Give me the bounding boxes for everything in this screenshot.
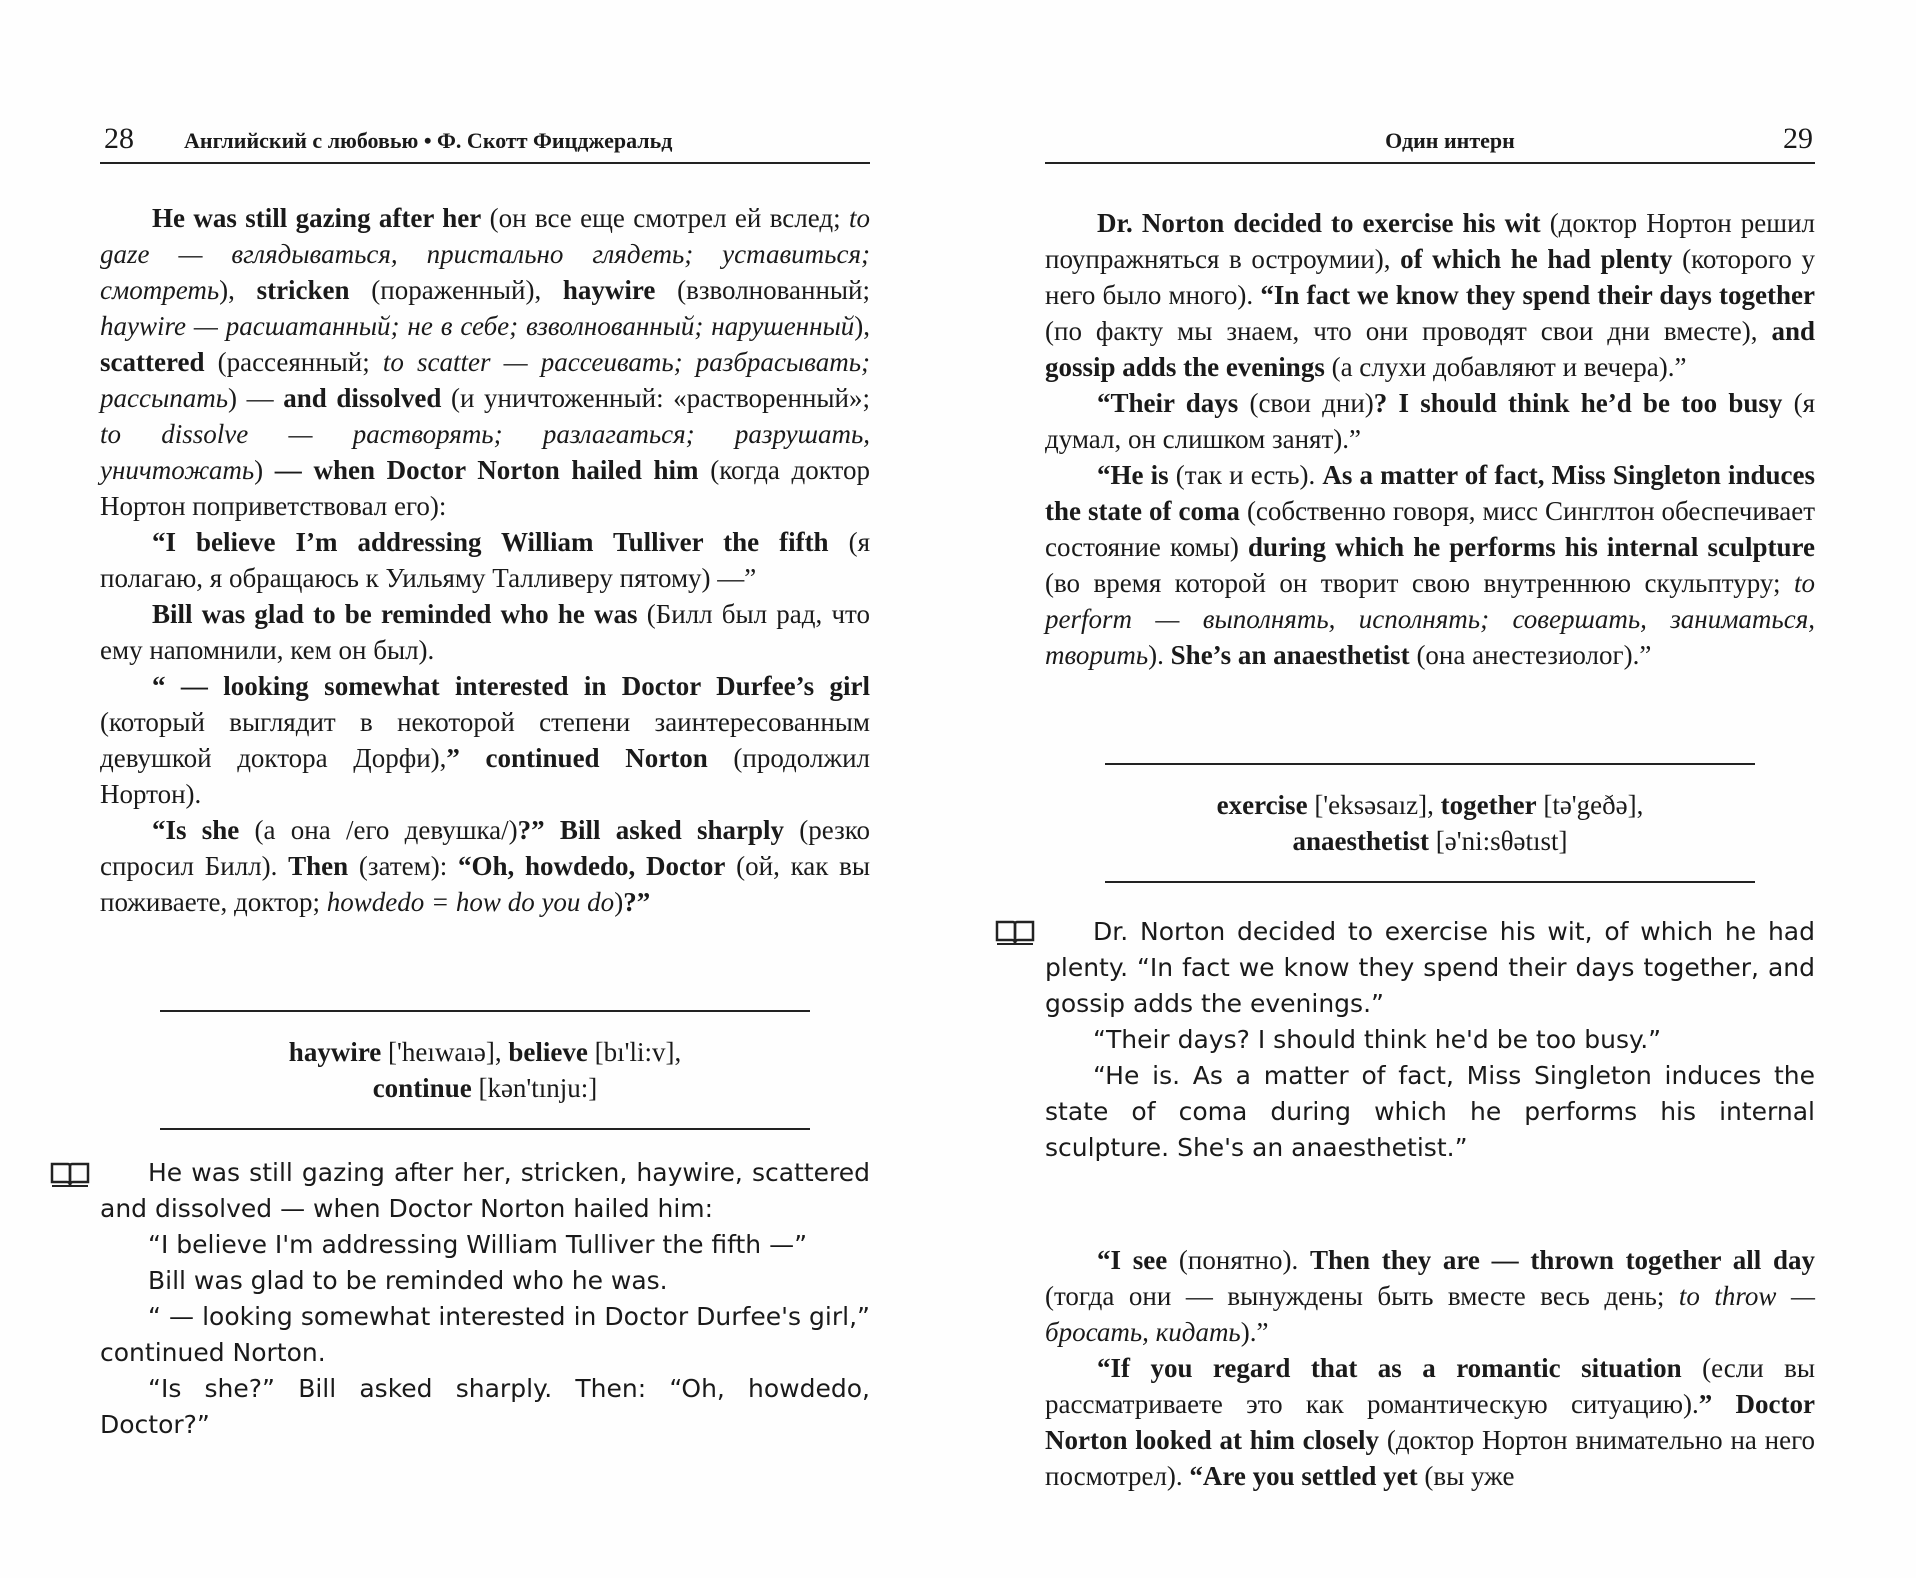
original-paragraph: “I believe I'm addressing William Tulliver the fifth —”: [148, 1230, 808, 1259]
original-paragraph: “ — looking somewhat interested in Doctor Durfee's girl,” continued Norton.: [100, 1302, 870, 1367]
gloss: (пораженный),: [349, 275, 563, 305]
gloss: (продолжил Нортон).: [100, 743, 870, 809]
running-title: Английский с любовью • Ф. Скотт Фицджеральд: [184, 128, 673, 153]
bold-phrase: ?” Bill asked sharply: [517, 815, 785, 845]
gloss: ): [254, 455, 275, 485]
annotated-text: [100, 200, 870, 920]
gloss: (я думал, он слишком занят).”: [1045, 388, 1815, 454]
original-text: [100, 1155, 870, 1443]
bold-phrase: ? I should think he’d be too busy: [1373, 388, 1783, 418]
gloss: (свои дни): [1238, 388, 1374, 418]
pronunciation-line: [1045, 765, 1815, 823]
bold-phrase: “I see: [1097, 1245, 1168, 1275]
open-book-icon: [50, 1160, 90, 1188]
gloss: (во время которой он творит свою внутреннюю скульптуру;: [1045, 568, 1794, 598]
gloss: (взволнованный;: [655, 275, 870, 305]
gloss: (вы уже: [1417, 1461, 1515, 1491]
gloss: (собственно говоря, мисс Синглтон обеспечивает состояние комы): [1045, 496, 1815, 562]
bold-phrase: Then they are — thrown together all day: [1309, 1245, 1815, 1275]
gloss: (доктор Нортон внимательно на него посмотрел).: [1045, 1425, 1815, 1491]
bold-phrase: ” Doctor Norton looked at him closely: [1045, 1389, 1815, 1455]
bold-phrase: “Is she: [152, 815, 240, 845]
gloss: (и уничтоженный: «растворенный»;: [441, 383, 870, 413]
pronunciation-box: [1045, 763, 1815, 883]
paragraph: [100, 200, 870, 524]
annotated-text: [1045, 205, 1815, 673]
gloss: (я полагаю, я обращаюсь к Уильяму Талливеру пятому) —”: [100, 527, 870, 593]
pronunciation-line: [100, 1012, 870, 1070]
gloss: ) —: [228, 383, 284, 413]
pronunciation-line: [1045, 823, 1815, 881]
bold-phrase: of which he had plenty: [1400, 244, 1673, 274]
gloss: (рассеянный;: [204, 347, 383, 377]
page-number: 29: [1783, 122, 1813, 155]
bold-phrase: and gossip adds the evenings: [1045, 316, 1815, 382]
paragraph: [100, 524, 870, 596]
original-paragraph: “Their days? I should think he'd be too busy.”: [1093, 1025, 1662, 1054]
gloss: (затем):: [348, 851, 458, 881]
bold-phrase: and dissolved: [283, 383, 442, 413]
left-page: [100, 0, 870, 1578]
gloss: (если вы рассматриваете это как романтическую ситуацию).: [1045, 1353, 1815, 1419]
italic-gloss: howdedo = how do you do: [326, 887, 615, 917]
gloss: ).: [1148, 640, 1171, 670]
bold-phrase: “Oh, howdedo, Doctor: [457, 851, 726, 881]
right-page-header: [1045, 112, 1815, 164]
paragraph: [1045, 457, 1815, 673]
original-paragraph: He was still gazing after her, stricken, haywire, scattered and dissolved — when Doctor Norton hailed him:: [100, 1158, 870, 1223]
gloss: (резко спросил Билл).: [100, 815, 871, 881]
italic-gloss: to perform — выполнять, исполнять; совершать, заниматься, творить: [1045, 568, 1815, 670]
bold-phrase: stricken: [256, 275, 350, 305]
open-book-icon: [995, 918, 1035, 946]
bold-phrase: He was still gazing after her: [152, 203, 482, 233]
paragraph: [1045, 385, 1815, 457]
gloss: ): [614, 887, 624, 917]
original-paragraph: Bill was glad to be reminded who he was.: [148, 1266, 668, 1295]
pron-word: together: [1440, 790, 1537, 820]
bold-phrase: ?”: [623, 887, 651, 917]
gloss: (он все еще смотрел ей вслед;: [481, 203, 849, 233]
pronunciation-line: [100, 1070, 870, 1128]
gloss: ).”: [1240, 1317, 1269, 1347]
bold-phrase: during which he performs his internal sculpture: [1247, 532, 1815, 562]
gloss: (а она /его девушка/): [239, 815, 518, 845]
italic-gloss: to throw — бросать, кидать: [1045, 1281, 1815, 1347]
gloss: (который выглядит в некоторой степени заинтересованным девушкой доктора Дорфи),: [100, 707, 870, 773]
bold-phrase: “Are you settled yet: [1189, 1461, 1418, 1491]
gloss: (понятно).: [1167, 1245, 1310, 1275]
transcription: ['eksəsaız],: [1307, 790, 1441, 820]
bold-phrase: As a matter of fact, Miss Singleton induces the state of coma: [1045, 460, 1816, 526]
gloss: (так и есть).: [1168, 460, 1323, 490]
transcription: [bı'li:v],: [587, 1037, 682, 1067]
pron-word: continue: [372, 1073, 472, 1103]
divider: [160, 1128, 810, 1130]
paragraph: [1045, 1350, 1815, 1494]
paragraph: [100, 668, 870, 812]
right-page: [1045, 0, 1815, 1578]
paragraph: [1045, 1242, 1815, 1350]
paragraph: [100, 812, 870, 920]
gloss: (ой, как вы поживаете, доктор;: [100, 851, 871, 917]
transcription: [kən'tınju:]: [471, 1073, 598, 1103]
bold-phrase: haywire: [562, 275, 656, 305]
original-paragraph: “He is. As a matter of fact, Miss Singleton induces the state of coma during which he performs his internal sculpture. She's an anaesthetist.”: [1045, 1061, 1815, 1162]
transcription: [ə'ni:sθətıst]: [1428, 826, 1568, 856]
pronunciation-box: [100, 1010, 870, 1130]
transcription: ['heıwaıə],: [381, 1037, 509, 1067]
gloss: (по факту мы знаем, что они проводят свои дни вместе),: [1045, 316, 1772, 346]
gloss: (тогда они — вынуждены быть вместе весь день;: [1045, 1281, 1679, 1311]
italic-gloss: haywire — расшатанный; не в себе; взволнованный; нарушенный: [100, 311, 855, 341]
italic-gloss: to dissolve — растворять; разлагаться; разрушать, уничтожать: [100, 419, 870, 485]
gloss: (когда доктор Нортон поприветствовал его):: [100, 455, 870, 521]
bold-phrase: She’s an anaesthetist: [1170, 640, 1410, 670]
left-page-header: [100, 112, 870, 164]
pron-word: believe: [508, 1037, 588, 1067]
bold-phrase: Dr. Norton decided to exercise his wit: [1097, 208, 1541, 238]
gloss: (Билл был рад, что ему напомнили, кем он был).: [100, 599, 870, 665]
bold-phrase: — when Doctor Norton hailed him: [274, 455, 699, 485]
annotated-text: [1045, 1242, 1815, 1494]
paragraph: [100, 596, 870, 668]
gloss: ),: [219, 275, 257, 305]
paragraph: [1045, 205, 1815, 385]
gloss: (доктор Нортон решил поупражняться в остроумии),: [1045, 208, 1815, 274]
original-text: [1045, 914, 1815, 1166]
gloss: (которого у него было много).: [1045, 244, 1815, 310]
pron-word: exercise: [1216, 790, 1308, 820]
gloss: ),: [854, 311, 870, 341]
page-number: 28: [104, 122, 134, 155]
gloss: (а слухи добавляют и вечера).”: [1324, 352, 1687, 382]
italic-gloss: to gaze — вглядываться, пристально глядеть; уставиться; смотреть: [100, 203, 870, 305]
bold-phrase: Bill was glad to be reminded who he was: [152, 599, 638, 629]
original-paragraph: “Is she?” Bill asked sharply. Then: “Oh, howdedo, Doctor?”: [100, 1374, 870, 1439]
bold-phrase: “Their days: [1097, 388, 1239, 418]
bold-phrase: “If you regard that as a romantic situation: [1097, 1353, 1682, 1383]
bold-phrase: “ — looking somewhat interested in Doctor Durfee’s girl: [152, 671, 870, 701]
italic-gloss: to scatter — рассеивать; разбрасывать; рассыпать: [100, 347, 870, 413]
bold-phrase: scattered: [100, 347, 205, 377]
bold-phrase: Then: [288, 851, 349, 881]
bold-phrase: “He is: [1097, 460, 1169, 490]
pron-word: haywire: [288, 1037, 382, 1067]
bold-phrase: ” continued Norton: [446, 743, 708, 773]
bold-phrase: “I believe I’m addressing William Tulliver the fifth: [152, 527, 829, 557]
divider: [1105, 881, 1755, 883]
original-paragraph: Dr. Norton decided to exercise his wit, of which he had plenty. “In fact we know they spend their days together, and gossip adds the evenings.”: [1045, 917, 1815, 1018]
running-title: Один интерн: [1385, 128, 1515, 153]
gloss: (она анестезиолог).”: [1409, 640, 1652, 670]
pron-word: anaesthetist: [1292, 826, 1429, 856]
transcription: [tə'geðə],: [1536, 790, 1644, 820]
bold-phrase: “In fact we know they spend their days together: [1260, 280, 1815, 310]
